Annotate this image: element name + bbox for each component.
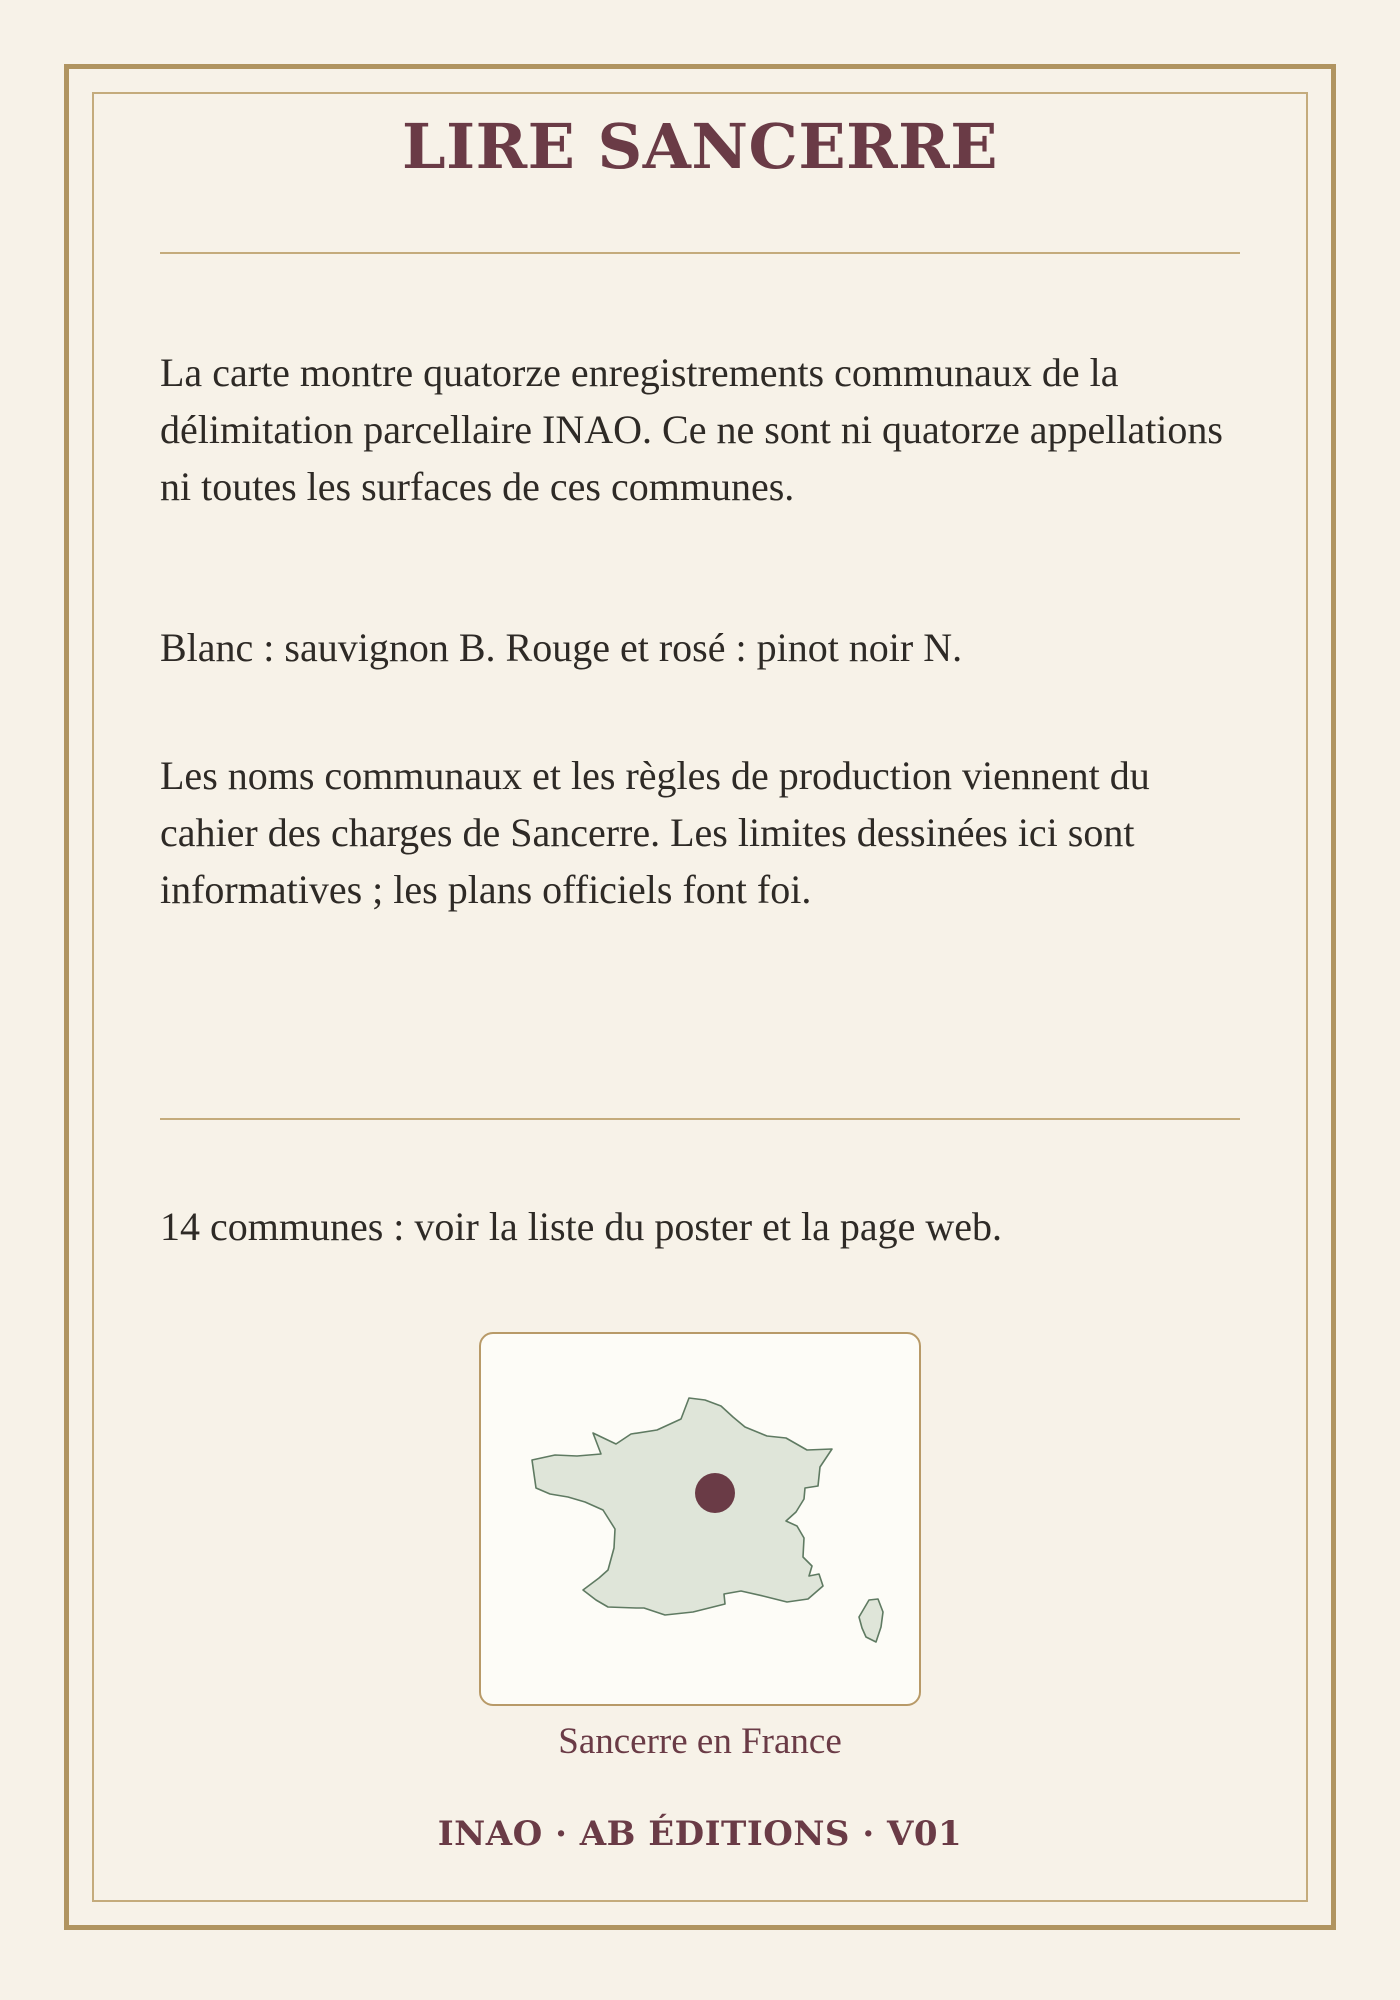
page-title: LIRE SANCERRE: [402, 110, 998, 183]
locator-map-card: [479, 1332, 921, 1706]
footer-credits: INAO · AB ÉDITIONS · V01: [437, 1814, 963, 1854]
sources-paragraph: Les noms communaux et les règles de production viennent du cahier des charges de Sancerre. Les limites dessinées ici sont informatives ; les plans officiels font foi.: [160, 753, 1150, 912]
location-dot-icon: [695, 1473, 735, 1513]
top-divider: [160, 252, 1240, 254]
corsica-shape: [859, 1599, 883, 1642]
middle-divider: [160, 1118, 1240, 1120]
intro-paragraph: La carte montre quatorze enregistrements communaux de la délimitation parcellaire INAO. Ce ne sont ni quatorze appellations ni toutes les surfaces de ces communes.: [160, 350, 1223, 509]
grape-varieties-paragraph: Blanc : sauvignon B. Rouge et rosé : pinot noir N.: [160, 625, 963, 670]
france-mainland-shape: [532, 1398, 832, 1615]
france-locator-map: [481, 1334, 923, 1708]
map-caption: Sancerre en France: [558, 1721, 842, 1762]
communes-note: 14 communes : voir la liste du poster et la page web.: [160, 1204, 1003, 1249]
